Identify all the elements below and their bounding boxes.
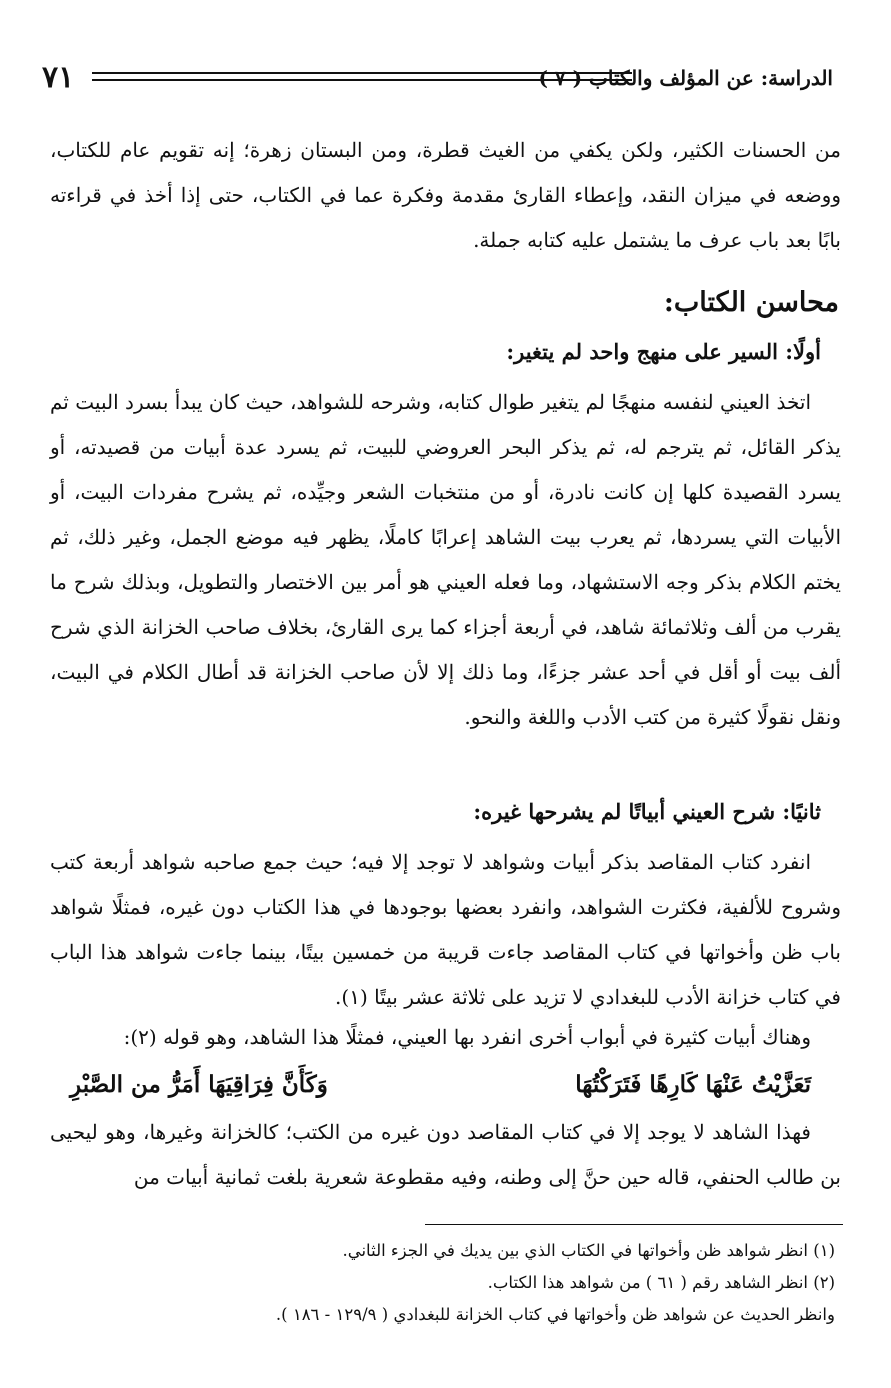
footnote-separator [425,1224,843,1225]
running-header [42,58,833,98]
paragraph-first: اتخذ العيني لنفسه منهجًا لم يتغير طوال كتابه، وشرحه للشواهد، حيث كان يبدأ بسرد البيت ثم يذكر القائل، ثم يترجم له، ثم يذكر البحر العروضي للبيت، ثم يسرد عدة أبيات من قصيدته، أو يسرد القصيدة كلها إن كانت نادرة، أو من منتخبات الشعر وجيِّده، ثم يشرح مفردات البيت، أو الأبيات التي يسردها، ثم يعرب بيت الشاهد إعرابًا كاملًا، يظهر فيه موضع الجمل، وغير ذلك، ثم يختم الكلام بذكر وجه الاستشهاد، وما فعله العيني هو أمر بين الاختصار والتطويل، وبذلك شرح ما يقرب من ألف وثلاثمائة شاهد، في أربعة أجزاء كما يرى القارئ، بخلاف صاحب الخزانة الذي شرح ألف بيت أو أقل في أحد عشر جزءًا، وما ذلك إلا لأن صاحب الخزانة قد أطال الكلام في البيت، ونقل نقولًا كثيرة من كتب الأدب واللغة والنحو. [50,390,842,729]
subheading-first: أولًا: السير على منهج واحد لم يتغير: [506,339,821,364]
verse-second-hemistich: وَكَأَنَّ فِرَاقِيَهَا أَمَرُّ من الصَّبْرِ [70,1071,328,1098]
paragraph-verse-intro: وهناك أبيات كثيرة في أبواب أخرى انفرد بها العيني، فمثلًا هذا الشاهد، وهو قوله (٢): [123,1025,811,1049]
poetry-verse [70,1060,811,1110]
page-number: ٧١ [42,60,75,95]
footnote-2-continued: وانظر الحديث عن شواهد ظن وأخواتها في كتاب الخزانة للبغدادي ( ١٢٩/٩ - ١٨٦ ). [275,1305,835,1324]
intro-paragraph: من الحسنات الكثير، ولكن يكفي من الغيث قطرة، ومن البستان زهرة؛ إنه تقويم عام للكتاب، ووضعه في ميزان النقد، وإعطاء القارئ مقدمة وفكرة عما في الكتاب، حتى إذا أخذ في قراءته بابًا بعد باب عرف ما يشتمل عليه كتابه جملة. [50,138,841,252]
paragraph-second: انفرد كتاب المقاصد بذكر أبيات وشواهد لا توجد إلا فيه؛ حيث جمع صاحبه شواهد أربعة كتب وشروح للألفية، فكثرت الشواهد، وانفرد بعضها بوجودها في هذا الكتاب دون غيره، فمثلًا شواهد باب ظن وأخواتها في كتاب المقاصد جاءت قريبة من خمسين بيتًا، بينما جاءت شواهد هذا الباب في كتاب خزانة الأدب للبغدادي لا تزيد على ثلاثة عشر بيتًا (١). [50,850,842,1009]
footnote-1: (١) انظر شواهد ظن وأخواتها في الكتاب الذي بين يديك في الجزء الثاني. [342,1241,835,1260]
subheading-second: ثانيًا: شرح العيني أبياتًا لم يشرحها غيره: [473,799,821,824]
footnote-2: (٢) انظر الشاهد رقم ( ٦١ ) من شواهد هذا الكتاب. [487,1273,835,1292]
verse-first-hemistich: تَعَزَّيْتُ عَنْهَا كَارِهًا فَتَرَكْتُهَا [575,1071,811,1098]
running-title: الدراسة: عن المؤلف والكتاب ( ٧ ) [538,66,833,90]
paragraph-verse-commentary: فهذا الشاهد لا يوجد إلا في كتاب المقاصد دون غيره من الكتب؛ كالخزانة وغيرها، وهو ليحيى بن طالب الحنفي، قاله حين حنَّ إلى وطنه، وفيه مقطوعة شعرية بلغت ثمانية أبيات من [50,1120,841,1189]
section-heading: محاسن الكتاب: [663,287,839,318]
